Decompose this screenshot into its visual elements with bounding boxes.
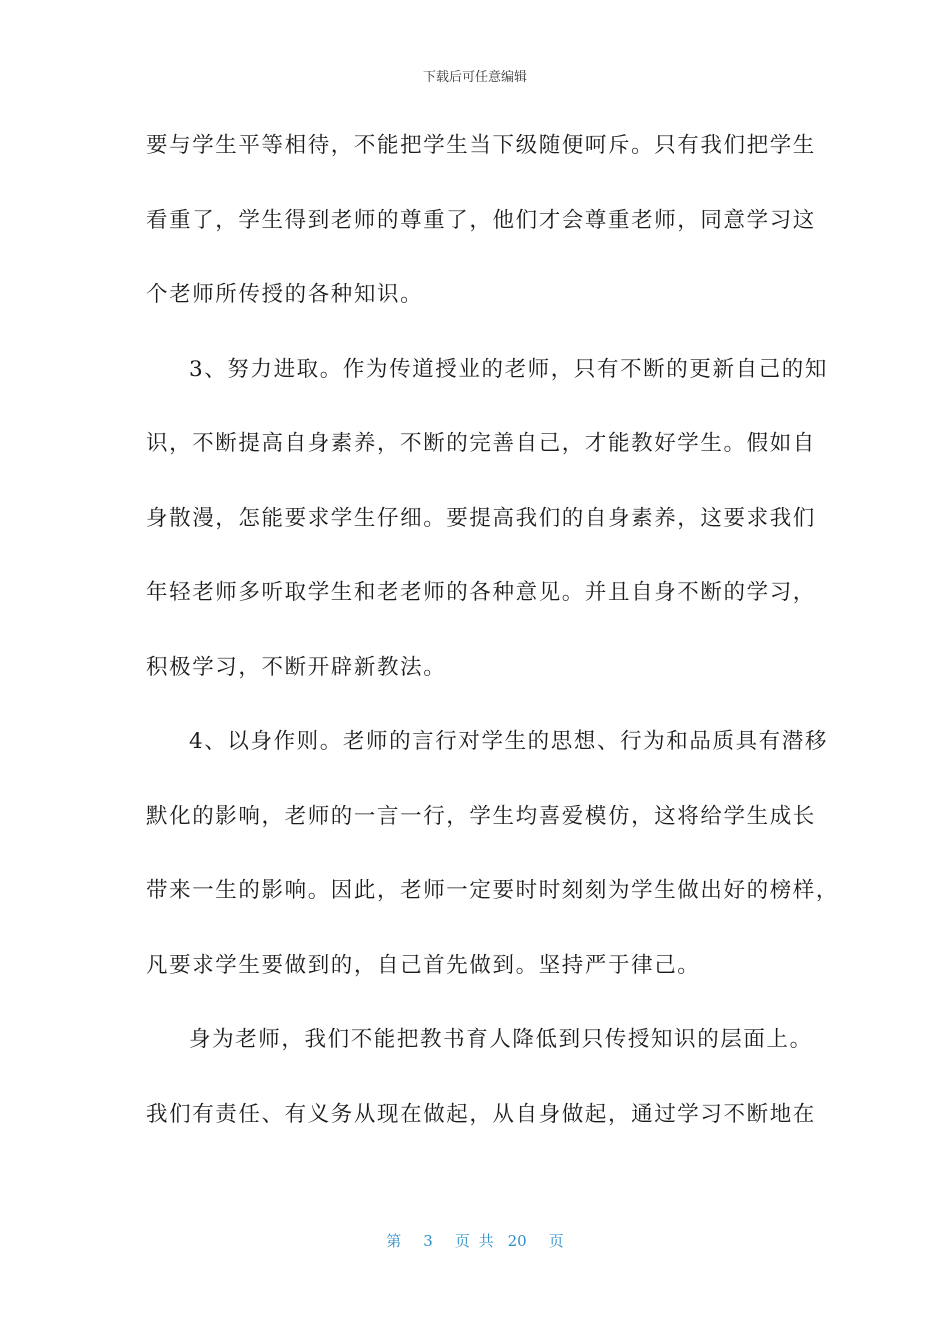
document-body [146, 118, 840, 1161]
current-page-number: 3 [423, 1232, 433, 1250]
text-line: 3、努力进取。作为传道授业的老师，只有不断的更新自己的知 [189, 356, 828, 382]
text-line: 4、以身作则。老师的言行对学生的思想、行为和品质具有潜移 [189, 729, 828, 754]
footer-prefix: 第 [386, 1232, 402, 1250]
text-line: 看重了，学生得到老师的尊重了，他们才会尊重老师，同意学习这 [146, 207, 816, 233]
text-line: 积极学习，不断开辟新教法。 [146, 654, 447, 680]
text-line: 带来一生的影响。因此，老师一定要时时刻刻为学生做出好的榜样， [146, 878, 840, 903]
text-line: 默化的影响，老师的一言一行，学生均喜爱模仿，这将给学生成长 [146, 803, 816, 829]
text-line: 身散漫，怎能要求学生仔细。要提高我们的自身素养，这要求我们 [146, 505, 816, 531]
text-line: 我们有责任、有义务从现在做起，从自身做起，通过学习不断地在 [146, 1101, 816, 1127]
text-line: 个老师所传授的各种知识。 [146, 282, 424, 307]
text-line: 识，不断提高自身素养，不断的完善自己，才能教好学生。假如自 [146, 431, 816, 456]
page-header: 下载后可任意编辑 [422, 70, 527, 85]
footer-suffix: 页 [548, 1232, 564, 1250]
text-line: 要与学生平等相待，不能把学生当下级随便呵斥。只有我们把学生 [146, 133, 816, 158]
total-page-number: 20 [507, 1232, 527, 1250]
text-line: 身为老师，我们不能把教书育人降低到只传授知识的层面上。 [189, 1027, 813, 1052]
footer-middle: 页 共 [454, 1232, 494, 1250]
page-footer [0, 1230, 950, 1251]
text-line: 凡要求学生要做到的，自己首先做到。坚持严于律己。 [146, 952, 701, 978]
text-line: 年轻老师多听取学生和老老师的各种意见。并且自身不断的学习， [146, 580, 816, 605]
